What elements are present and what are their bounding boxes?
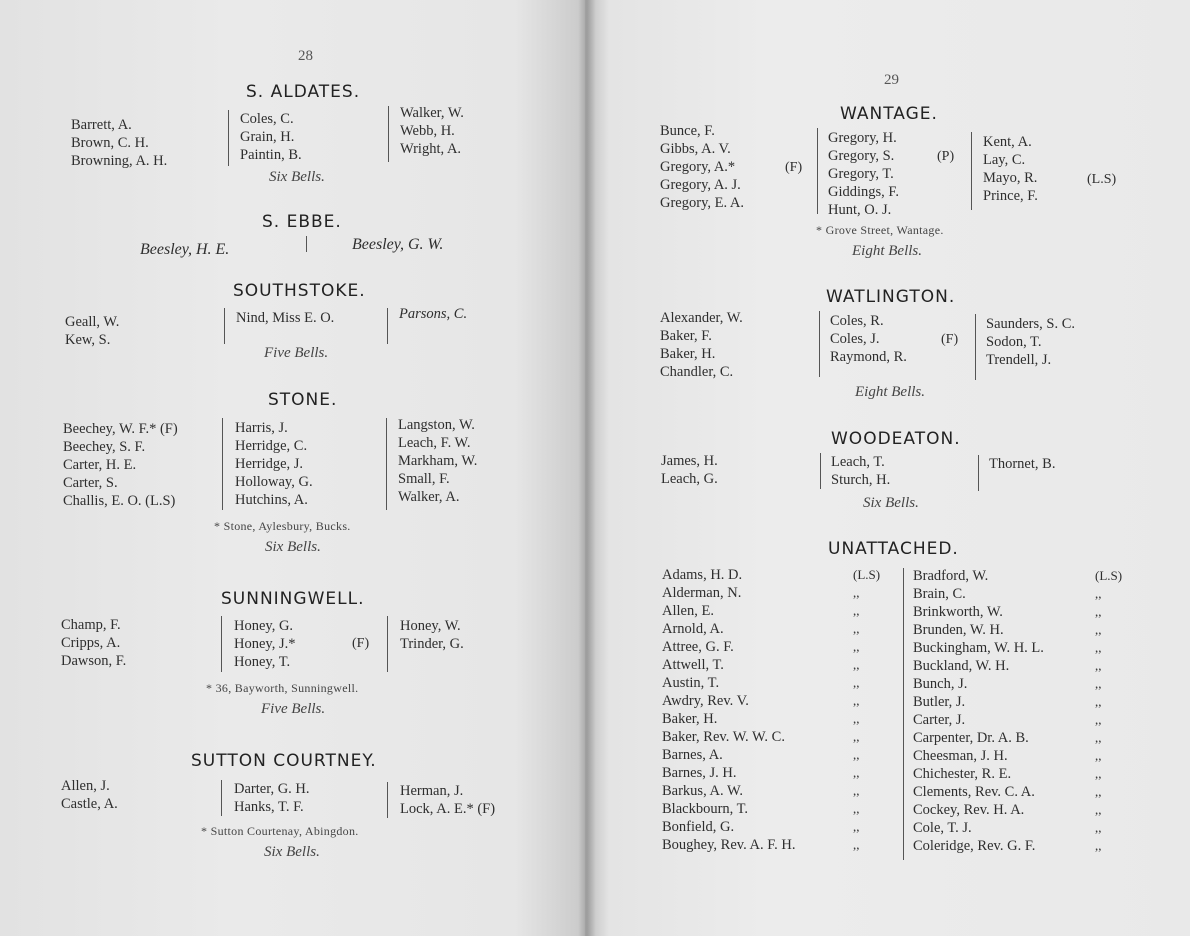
section-title: UNATTACHED. (828, 539, 959, 559)
column-divider (387, 782, 388, 818)
ditto-mark: ,, (1095, 766, 1102, 781)
section-title: WATLINGTON. (826, 287, 956, 307)
column-divider (388, 106, 389, 162)
name-column (983, 133, 1038, 205)
name-column (986, 315, 1075, 369)
footnote: * Sutton Courtenay, Abingdon. (201, 824, 359, 838)
member-name: Bradford, W. (913, 568, 989, 584)
column-divider (975, 314, 976, 380)
column-divider (817, 128, 818, 214)
column-divider (228, 110, 229, 166)
member-name: Prince, F. (983, 188, 1038, 204)
ditto-mark: ,, (853, 639, 860, 654)
member-name: Herridge, J. (235, 456, 304, 472)
member-name: Adams, H. D. (662, 567, 743, 583)
member-name: Brunden, W. H. (913, 622, 1004, 638)
member-name: Markham, W. (398, 453, 478, 469)
name-column (61, 777, 118, 813)
member-name: Honey, G. (234, 618, 294, 634)
member-name: Carter, H. E. (63, 457, 137, 473)
name-column (830, 312, 907, 366)
name-column (71, 116, 167, 170)
member-name: Carpenter, Dr. A. B. (913, 730, 1029, 746)
ditto-mark: ,, (853, 729, 860, 744)
ditto-mark: ,, (853, 675, 860, 690)
member-name: Sturch, H. (831, 472, 891, 488)
name-column (913, 567, 1044, 855)
member-name: Parsons, C. (399, 306, 468, 322)
section-title: S. ALDATES. (246, 82, 361, 102)
ditto-mark: ,, (1095, 784, 1102, 799)
bells-note: Six Bells. (269, 169, 325, 185)
member-name: Sodon, T. (986, 334, 1042, 350)
ditto-mark: ,, (1095, 622, 1102, 637)
member-name: Barnes, A. (662, 747, 723, 763)
member-name: Coles, R. (830, 313, 884, 329)
bells-note: Five Bells. (261, 701, 326, 717)
footnote: * Grove Street, Wantage. (816, 223, 944, 237)
name-column (398, 416, 477, 506)
name-column (236, 309, 334, 327)
member-name: Darter, G. H. (234, 781, 310, 797)
section-title: SUNNINGWELL. (221, 589, 365, 609)
left-page (0, 0, 585, 936)
member-name: Gregory, S. (828, 148, 895, 164)
name-column (240, 110, 302, 164)
column-divider (221, 780, 222, 816)
name-column (140, 241, 229, 259)
member-name: Nind, Miss E. O. (236, 310, 335, 326)
member-name: Holloway, G. (235, 474, 313, 490)
fellow-mark: (F) (941, 332, 959, 347)
ditto-mark: ,, (1095, 802, 1102, 817)
member-name: Beesley, G. W. (352, 236, 444, 253)
member-name: Mayo, R. (983, 170, 1038, 186)
member-name: Walker, W. (400, 105, 464, 121)
column-divider (903, 568, 904, 860)
ditto-mark: ,, (1095, 838, 1102, 853)
bells-note: Eight Bells. (855, 384, 925, 400)
name-column (660, 309, 743, 381)
name-column (828, 129, 899, 219)
member-name: Clements, Rev. C. A. (913, 784, 1035, 800)
member-name: Beechey, W. F.* (F) (63, 421, 178, 437)
member-name: Herridge, C. (235, 438, 308, 454)
member-name: Brown, C. H. (71, 135, 149, 151)
bells-note: Eight Bells. (852, 243, 922, 259)
member-name: Honey, J.* (234, 636, 296, 652)
member-name: Blackbourn, T. (662, 801, 749, 817)
member-name: Gibbs, A. V. (660, 141, 731, 157)
column-divider (978, 455, 979, 491)
name-column (63, 420, 178, 510)
member-name: Coleridge, Rev. G. F. (913, 838, 1036, 854)
member-name: Challis, E. O. (L.S) (63, 493, 176, 509)
member-name: Trinder, G. (400, 636, 464, 652)
ditto-mark: ,, (853, 819, 860, 834)
footnote: * 36, Bayworth, Sunningwell. (206, 681, 359, 695)
member-name: James, H. (661, 453, 718, 469)
name-column (661, 452, 718, 488)
member-name: Hanks, T. F. (234, 799, 304, 815)
member-name: Giddings, F. (828, 184, 899, 200)
name-column (660, 122, 744, 212)
member-name: Chichester, R. E. (913, 766, 1012, 782)
name-column (399, 305, 467, 323)
member-name: Leach, F. W. (398, 435, 471, 451)
member-name: Raymond, R. (830, 349, 907, 365)
ditto-mark: ,, (853, 801, 860, 816)
page-number: 28 (298, 48, 313, 64)
member-name: Thornet, B. (989, 456, 1056, 472)
member-name: Hunt, O. J. (828, 202, 892, 218)
footnote: * Stone, Aylesbury, Bucks. (214, 519, 351, 533)
member-name: Awdry, Rev. V. (662, 693, 749, 709)
member-name: Lock, A. E.* (F) (400, 801, 496, 817)
page-number: 29 (884, 72, 899, 88)
column-divider (224, 308, 225, 344)
member-name: Harris, J. (235, 420, 288, 436)
fellow-mark: (L.S) (1087, 172, 1117, 187)
name-column (831, 453, 890, 489)
column-divider (306, 236, 307, 252)
member-name: Chandler, C. (660, 364, 734, 380)
member-name: Walker, A. (398, 489, 460, 505)
ditto-mark: ,, (853, 837, 860, 852)
ditto-mark-column (1095, 567, 1122, 855)
ditto-mark: ,, (853, 747, 860, 762)
ditto-mark: ,, (1095, 658, 1102, 673)
member-name: Honey, T. (234, 654, 291, 670)
member-name: Paintin, B. (240, 147, 302, 163)
member-name: Allen, J. (61, 778, 110, 794)
ditto-mark: ,, (853, 783, 860, 798)
ditto-mark: ,, (853, 765, 860, 780)
member-name: Gregory, T. (828, 166, 894, 182)
member-name: Cripps, A. (61, 635, 121, 651)
member-name: Allen, E. (662, 603, 714, 619)
name-column (234, 617, 295, 671)
member-name: Brain, C. (913, 586, 966, 602)
name-column (400, 104, 464, 158)
member-name: Barkus, A. W. (662, 783, 743, 799)
member-name: Buckingham, W. H. L. (913, 640, 1044, 656)
column-divider (387, 616, 388, 672)
name-column (235, 419, 313, 509)
member-name: Barnes, J. H. (662, 765, 737, 781)
member-name: Langston, W. (398, 417, 475, 433)
name-column (662, 566, 796, 854)
member-name: Castle, A. (61, 796, 118, 812)
ditto-mark: ,, (1095, 676, 1102, 691)
member-name: Honey, W. (400, 618, 461, 634)
name-column (61, 616, 126, 670)
member-name: Bonfield, G. (662, 819, 735, 835)
member-name: Leach, T. (831, 454, 885, 470)
right-page (585, 0, 1190, 936)
ditto-mark: ,, (1095, 586, 1102, 601)
section-title: SUTTON COURTNEY. (191, 751, 377, 771)
ditto-mark: ,, (1095, 820, 1102, 835)
member-name: Austin, T. (662, 675, 720, 691)
member-name: Trendell, J. (986, 352, 1052, 368)
column-divider (820, 453, 821, 489)
member-name: Leach, G. (661, 471, 718, 487)
section-title: WOODEATON. (831, 429, 961, 449)
ditto-mark: ,, (1095, 748, 1102, 763)
member-name: Beesley, H. E. (140, 241, 230, 258)
member-name: Kew, S. (65, 332, 111, 348)
member-name: Bunch, J. (913, 676, 968, 692)
member-name: Geall, W. (65, 314, 120, 330)
member-name: Alderman, N. (662, 585, 742, 601)
name-column (989, 455, 1055, 473)
member-name: Cockey, Rev. H. A. (913, 802, 1025, 818)
bells-note: Six Bells. (265, 539, 321, 555)
member-name: Wright, A. (400, 141, 462, 157)
member-name: Attwell, T. (662, 657, 724, 673)
name-column (400, 617, 464, 653)
ditto-mark: ,, (1095, 712, 1102, 727)
fellow-mark: (F) (352, 636, 370, 651)
member-name: Carter, S. (63, 475, 118, 491)
ditto-mark: (L.S) (1095, 568, 1123, 583)
section-title: SOUTHSTOKE. (233, 281, 366, 301)
member-name: Grain, H. (240, 129, 295, 145)
member-name: Dawson, F. (61, 653, 127, 669)
bells-note: Six Bells. (863, 495, 919, 511)
member-name: Buckland, W. H. (913, 658, 1010, 674)
section-title: S. EBBE. (262, 212, 342, 232)
ditto-mark: ,, (853, 693, 860, 708)
ditto-mark: ,, (1095, 694, 1102, 709)
fellow-mark: (F) (785, 160, 803, 175)
member-name: Small, F. (398, 471, 450, 487)
member-name: Saunders, S. C. (986, 316, 1076, 332)
member-name: Baker, Rev. W. W. C. (662, 729, 785, 745)
member-name: Champ, F. (61, 617, 121, 633)
column-divider (819, 311, 820, 377)
member-name: Boughey, Rev. A. F. H. (662, 837, 796, 853)
name-column (234, 780, 310, 816)
member-name: Lay, C. (983, 152, 1026, 168)
bells-note: Five Bells. (264, 345, 329, 361)
ditto-mark: ,, (1095, 604, 1102, 619)
member-name: Gregory, H. (828, 130, 897, 146)
bells-note: Six Bells. (264, 844, 320, 860)
member-name: Bunce, F. (660, 123, 715, 139)
ditto-mark: ,, (853, 603, 860, 618)
column-divider (386, 418, 387, 510)
ditto-mark: ,, (1095, 640, 1102, 655)
member-name: Brinkworth, W. (913, 604, 1003, 620)
column-divider (222, 418, 223, 510)
name-column (400, 782, 495, 818)
member-name: Attree, G. F. (662, 639, 734, 655)
member-name: Hutchins, A. (235, 492, 308, 508)
section-title: STONE. (268, 390, 338, 410)
name-column (352, 236, 443, 254)
ditto-mark: (L.S) (853, 567, 881, 582)
member-name: Webb, H. (400, 123, 455, 139)
member-name: Coles, J. (830, 331, 880, 347)
member-name: Cheesman, J. H. (913, 748, 1008, 764)
member-name: Barrett, A. (71, 117, 132, 133)
column-divider (971, 132, 972, 210)
section-title: WANTAGE. (840, 104, 938, 124)
fellow-mark: (P) (937, 149, 955, 164)
book-gutter (578, 0, 596, 936)
name-column (65, 313, 119, 349)
column-divider (221, 616, 222, 672)
member-name: Herman, J. (400, 783, 464, 799)
member-name: Baker, H. (660, 346, 716, 362)
member-name: Arnold, A. (662, 621, 724, 637)
ditto-mark: ,, (853, 657, 860, 672)
ditto-mark-column (853, 566, 880, 854)
ditto-mark: ,, (853, 711, 860, 726)
column-divider (387, 308, 388, 344)
member-name: Alexander, W. (660, 310, 743, 326)
member-name: Gregory, A. J. (660, 177, 741, 193)
member-name: Carter, J. (913, 712, 966, 728)
member-name: Browning, A. H. (71, 153, 168, 169)
member-name: Baker, F. (660, 328, 712, 344)
member-name: Coles, C. (240, 111, 294, 127)
member-name: Kent, A. (983, 134, 1032, 150)
ditto-mark: ,, (853, 585, 860, 600)
member-name: Gregory, E. A. (660, 195, 745, 211)
member-name: Gregory, A.* (660, 159, 736, 175)
member-name: Butler, J. (913, 694, 966, 710)
ditto-mark: ,, (853, 621, 860, 636)
ditto-mark: ,, (1095, 730, 1102, 745)
member-name: Beechey, S. F. (63, 439, 146, 455)
member-name: Cole, T. J. (913, 820, 972, 836)
member-name: Baker, H. (662, 711, 718, 727)
